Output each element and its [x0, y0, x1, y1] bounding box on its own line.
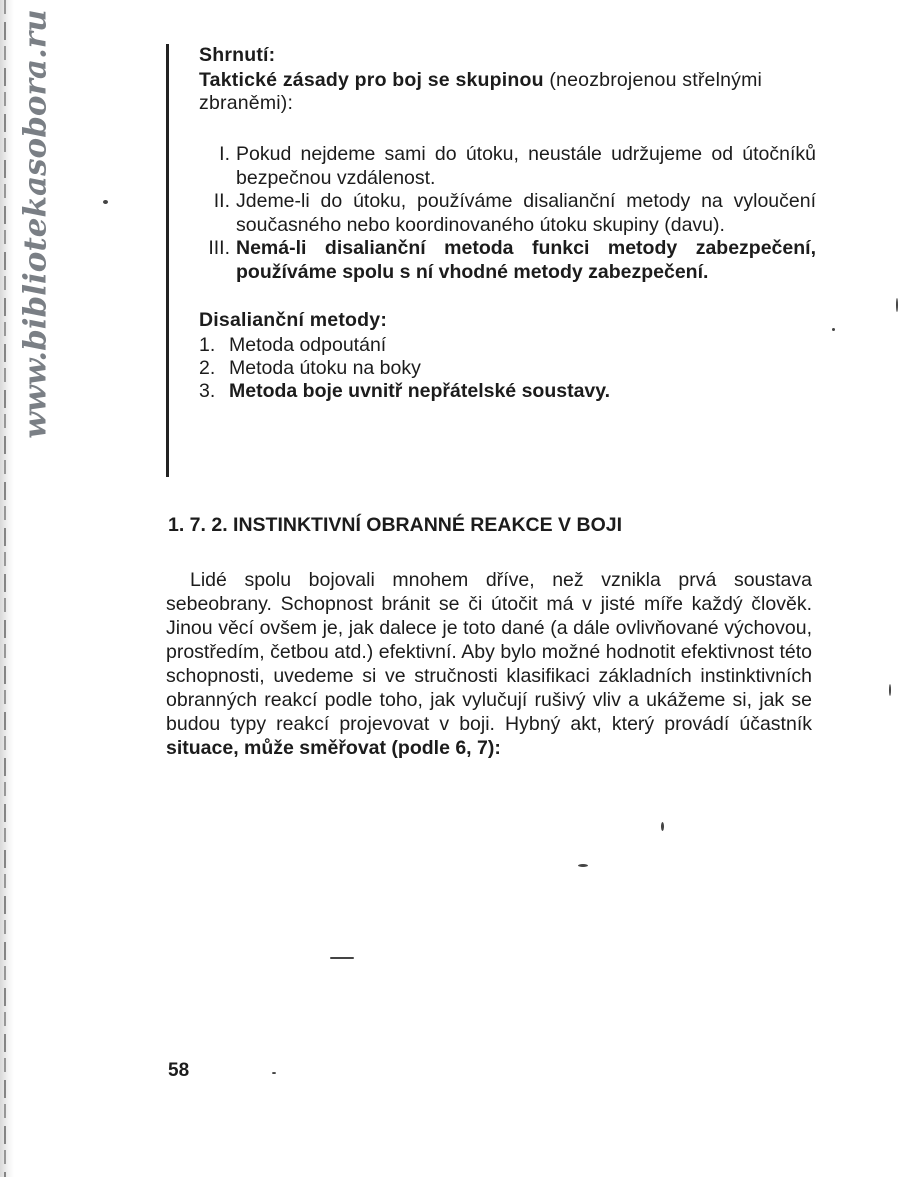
scan-speck — [661, 822, 664, 831]
binding-edge — [4, 0, 6, 1177]
summary-title-rest: (neozbrojenou střelnými zbraněmi): — [199, 69, 763, 114]
summary-box — [166, 44, 816, 477]
list-item-text: Jdeme-li do útoku, používáme disalianční metody na vyloučení současného nebo koordinovaného útoku skupiny (davu). — [236, 190, 816, 236]
list-item-number: 3. — [199, 380, 216, 402]
list-item-text: Nemá-li disalianční metoda funkci metody zabezpečení, používáme spolu s ní vhodné metody zabezpečení. — [236, 237, 816, 283]
list-item-number: III. — [208, 237, 230, 259]
list-item-number: 1. — [199, 334, 216, 356]
list-item — [199, 334, 816, 357]
list-item — [199, 190, 816, 237]
scan-speck — [103, 200, 108, 204]
list-item — [199, 237, 816, 284]
scan-speck — [896, 298, 898, 312]
list-item-text: Metoda odpoutání — [229, 334, 387, 356]
scan-speck — [272, 1072, 276, 1074]
body-paragraph — [166, 568, 812, 760]
list-item-number: II. — [213, 190, 230, 212]
scan-speck — [889, 684, 891, 696]
principles-list — [199, 143, 816, 284]
summary-title — [199, 69, 816, 115]
scan-speck — [330, 957, 354, 959]
list-item — [199, 143, 816, 190]
page-number: 58 — [168, 1060, 190, 1081]
watermark — [8, 9, 64, 439]
watermark-text: www.bibliotekasobora.ru — [18, 9, 55, 439]
list-item-text: Metoda útoku na boky — [229, 357, 421, 379]
section-heading: 1. 7. 2. INSTINKTIVNÍ OBRANNÉ REAKCE V BOJI — [168, 514, 622, 536]
scan-speck — [832, 328, 835, 331]
list-item-number: I. — [219, 143, 230, 165]
list-item — [199, 380, 816, 403]
methods-list — [199, 334, 816, 403]
paragraph-main-text: Lidé spolu bojovali mnohem dříve, než vznikla prvá soustava sebeobrany. Schopnost bránit se či útočit má v jisté míře každý člověk. Jinou věcí ovšem je, jak dalece je toto dané (a dále ovlivňované výchovou, prostředím, četbou atd.) efektivní. Aby bylo možné hodnotit efektivnost této schopnosti, uvedeme si ve stručnosti klasifikaci základních instinktivních obranných reakcí podle toho, jak vylučují rušivý vliv a ukážeme si, jak se budou typy reakcí projevovat v boji. Hybný akt, který provádí účastník — [166, 569, 812, 735]
list-item-text: Pokud nejdeme sami do útoku, neustále udržujeme od útočníků bezpečnou vzdálenost. — [236, 143, 816, 189]
summary-title-bold: Taktické zásady pro boj se skupinou — [199, 69, 544, 91]
scan-speck — [578, 864, 588, 867]
list-item-text: Metoda boje uvnitř nepřátelské soustavy. — [229, 380, 611, 402]
summary-heading: Shrnutí: — [199, 44, 276, 66]
list-item-number: 2. — [199, 357, 216, 379]
paragraph-bold-text: situace, může směřovat (podle 6, 7): — [166, 737, 501, 759]
methods-heading: Disalianční metody: — [199, 309, 388, 331]
list-item — [199, 357, 816, 380]
